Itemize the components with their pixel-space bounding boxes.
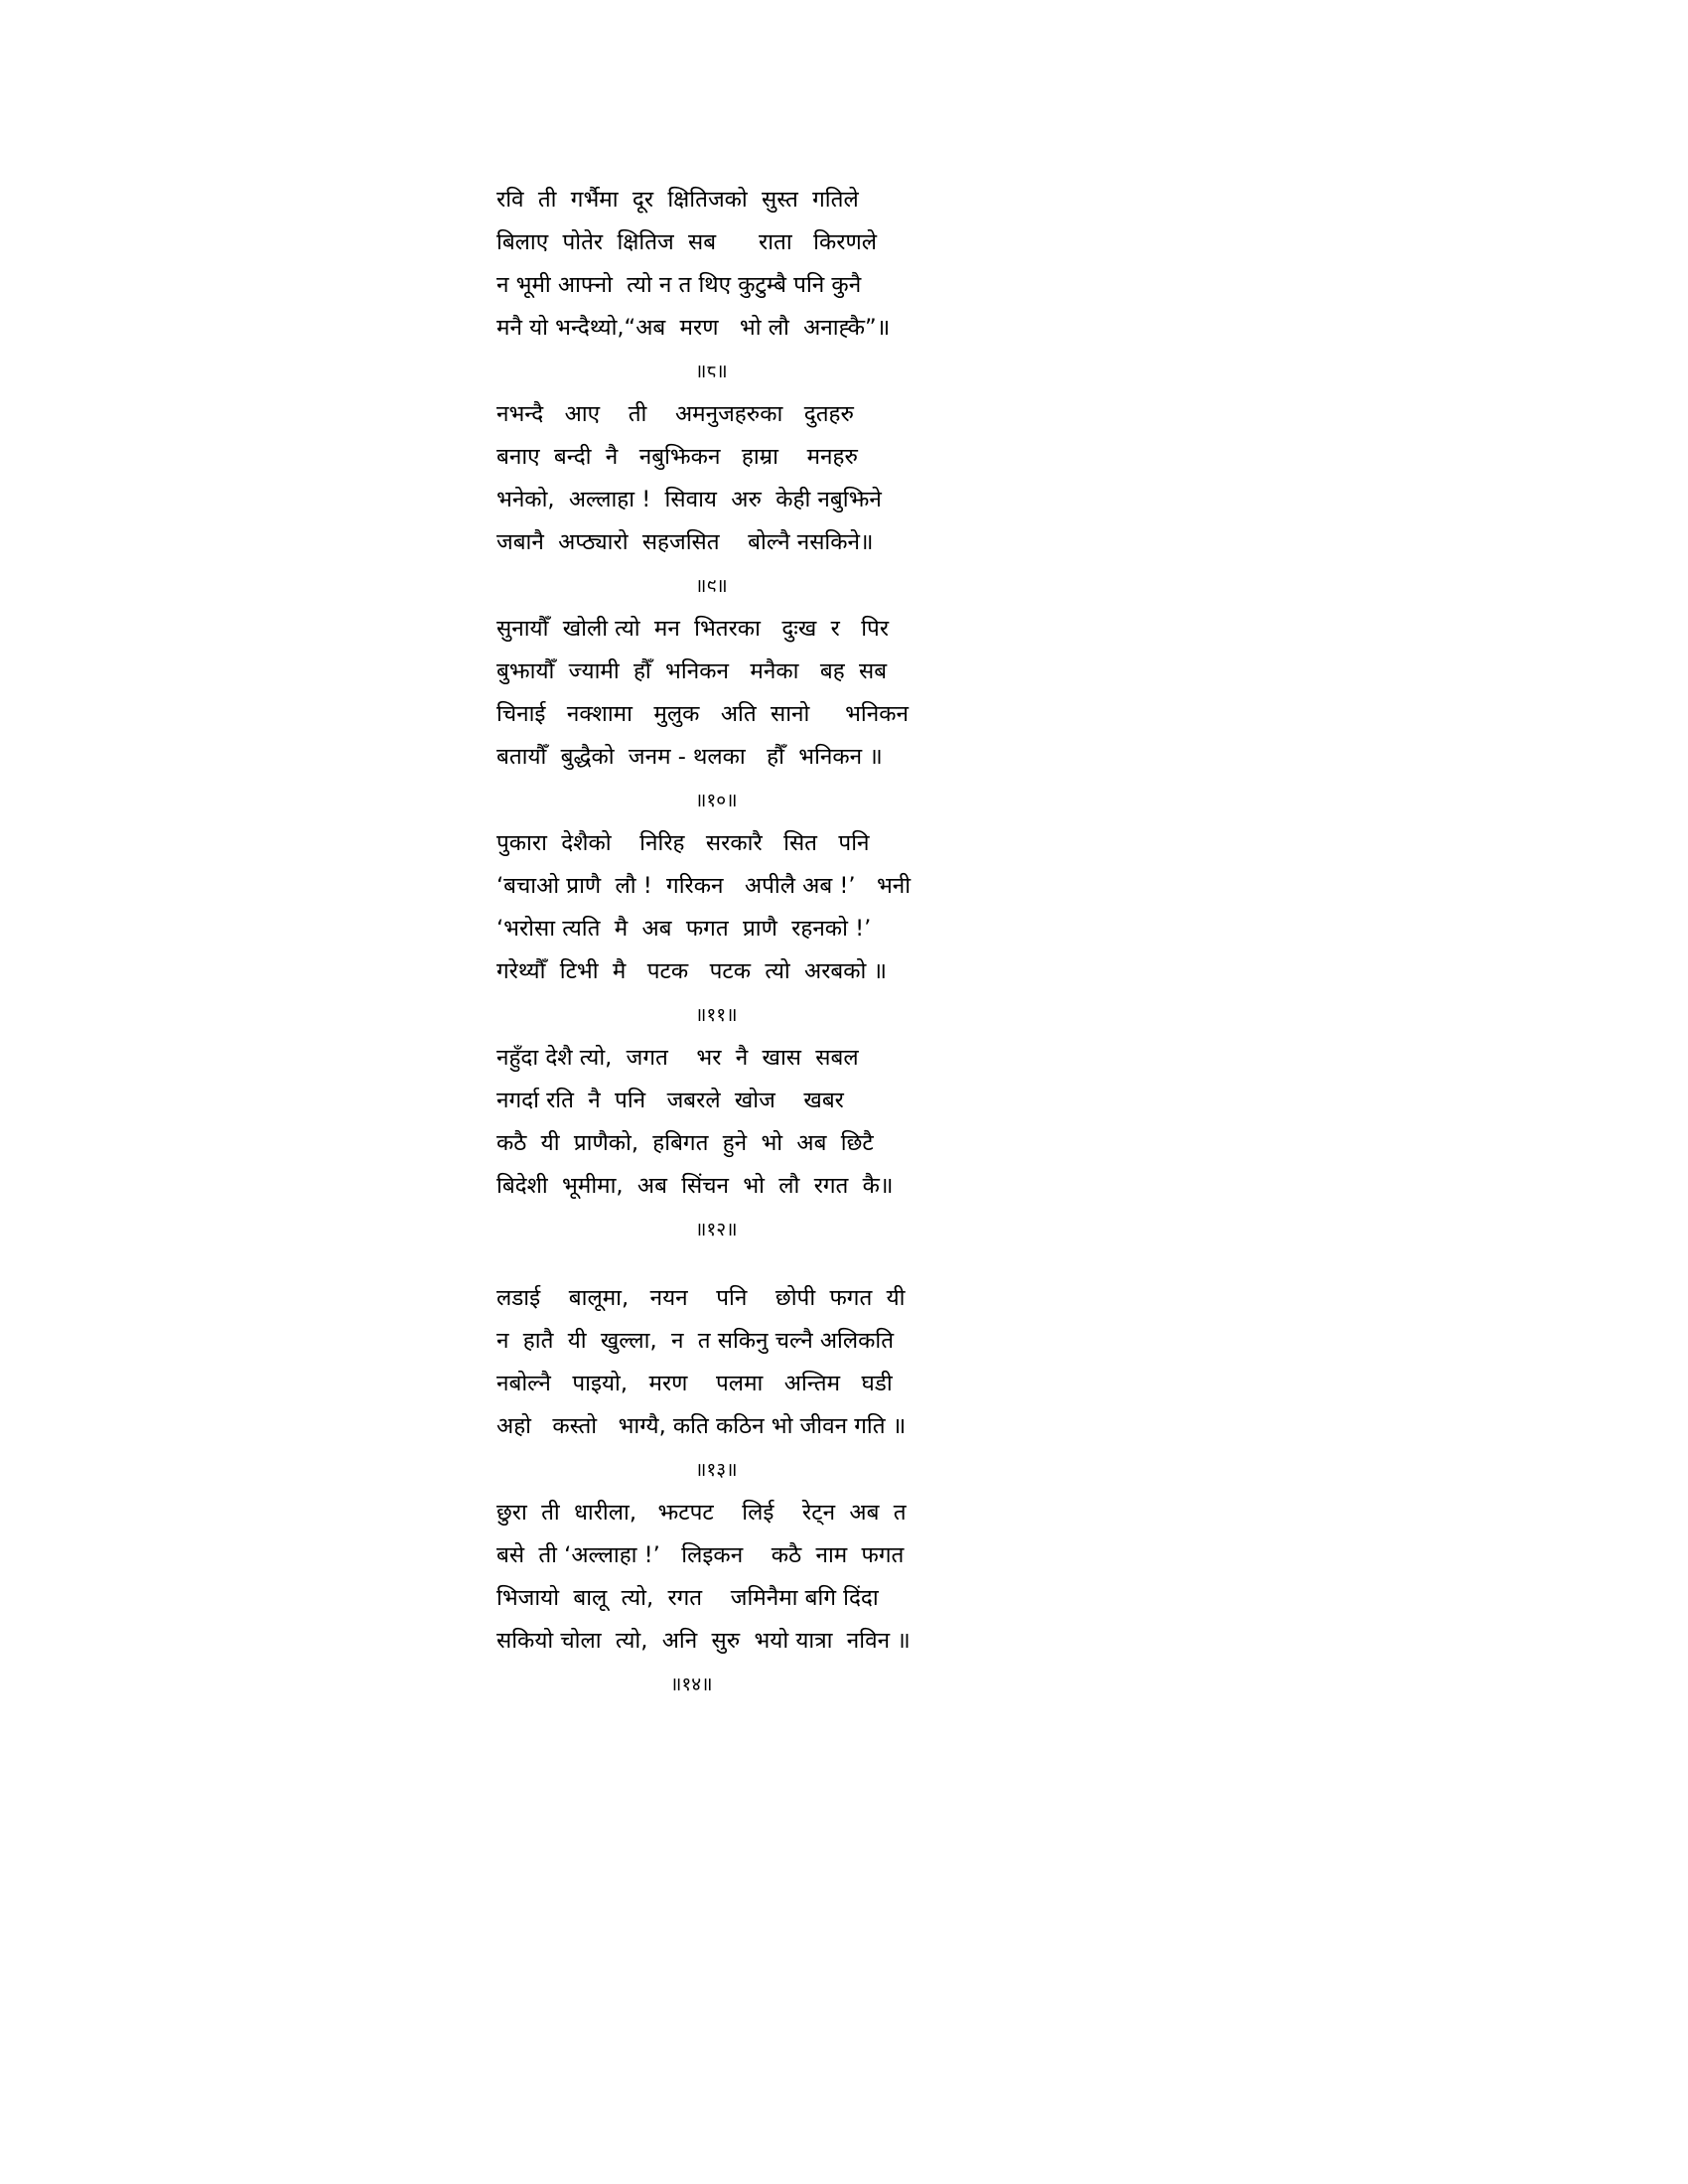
poem-line: अहो कस्तो भाग्यै, कति कठिन भो जीवन गति ॥	[496, 1413, 907, 1439]
poem-line: सुनायौँ खोली त्यो मन भितरका दुःख र पिर	[496, 616, 890, 642]
poem-line: भनेको, अल्लाहा ! सिवाय अरु केही नबुझिने	[496, 487, 882, 512]
stanza-8	[496, 179, 1112, 393]
stanza-13	[496, 1277, 1112, 1492]
stanza-11	[496, 822, 1112, 1037]
verse-number: ॥१४॥	[670, 1674, 713, 1695]
poem-line: पुकारा देशैको निरिह सरकारै सित पनि	[496, 830, 870, 856]
poem-line: नगर्दा रति नै पनि जबरले खोज खबर	[496, 1088, 844, 1113]
poem-line: मनै यो भन्दैथ्यो,“अब मरण भो लौ अनाह्कै”॥	[496, 315, 891, 341]
poem-line: नबोल्नै पाइयो, मरण पलमा अन्तिम घडी	[496, 1371, 893, 1396]
stanza-12	[496, 1037, 1112, 1251]
verse-number: ॥८॥	[695, 361, 728, 382]
poem-body	[496, 179, 1112, 1706]
poem-line: न भूमी आफ्नो त्यो न त थिए कुटुम्बै पनि कुनै	[496, 272, 862, 298]
poem-line: ‘बचाओ प्राणै लौ ! गरिकन अपीलै अब !’ भनी	[496, 873, 912, 899]
poem-line: चिनाई नक्शामा मुलुक अति सानो भनिकन	[496, 701, 910, 727]
poem-line: बुझायौँ ज्यामी हौँ भनिकन मनैका बह सब	[496, 658, 888, 684]
verse-number: ॥१३॥	[695, 1459, 738, 1481]
poem-line: गरेथ्यौँ टिभी मै पटक पटक त्यो अरबको ॥	[496, 958, 888, 984]
poem-line: बतायौँ बुद्धैको जनम - थलका हौँ भनिकन ॥	[496, 744, 883, 770]
stanza-9	[496, 393, 1112, 608]
poem-line: बसे ती ‘अल्लाहा !’ लिइकन कठै नाम फगत	[496, 1542, 905, 1568]
poem-line: जबानै अप्ठ्यारो सहजसित बोल्नै नसकिने॥	[496, 529, 874, 555]
stanza-10	[496, 608, 1112, 822]
poem-line: सकियो चोला त्यो, अनि सुरु भयो यात्रा नविन ॥	[496, 1628, 911, 1654]
verse-number: ॥१२॥	[695, 1219, 738, 1240]
poem-line: बनाए बन्दी नै नबुझिकन हाम्रा मनहरु	[496, 444, 858, 470]
poem-line: बिदेशी भूमीमा, अब सिंचन भो लौ रगत कै॥	[496, 1173, 894, 1199]
stanza-14	[496, 1492, 1112, 1706]
poem-line: रवि ती गर्भैमा दूर क्षितिजको सुस्त गतिले	[496, 187, 859, 213]
poem-line: कठै यी प्राणैको, हबिगत हुने भो अब छिटै	[496, 1130, 874, 1156]
poem-line: नभन्दै आए ती अमनुजहरुका दुतहरु	[496, 401, 854, 427]
verse-number: ॥१०॥	[695, 790, 738, 811]
verse-number: ॥९॥	[695, 575, 728, 597]
poem-line: भिजायो बालू त्यो, रगत जमिनैमा बगि दिंदा	[496, 1585, 879, 1611]
poem-line: बिलाए पोतेर क्षितिज सब राता किरणले	[496, 229, 877, 255]
poem-line: न हातै यी खुल्ला, न त सकिनु चल्नै अलिकति	[496, 1328, 895, 1354]
poem-line: ‘भरोसा त्यति मै अब फगत प्राणै रहनको !’	[496, 916, 872, 942]
stanza-gap	[496, 1251, 1112, 1277]
poem-line: नहुँदा देशै त्यो, जगत भर नै खास सबल	[496, 1045, 859, 1071]
poem-line: छुरा ती धारीला, झटपट लिई रेट्न अब त	[496, 1500, 907, 1526]
poem-line: लडाई बालूमा, नयन पनि छोपी फगत यी	[496, 1285, 906, 1311]
verse-number: ॥११॥	[695, 1004, 738, 1026]
